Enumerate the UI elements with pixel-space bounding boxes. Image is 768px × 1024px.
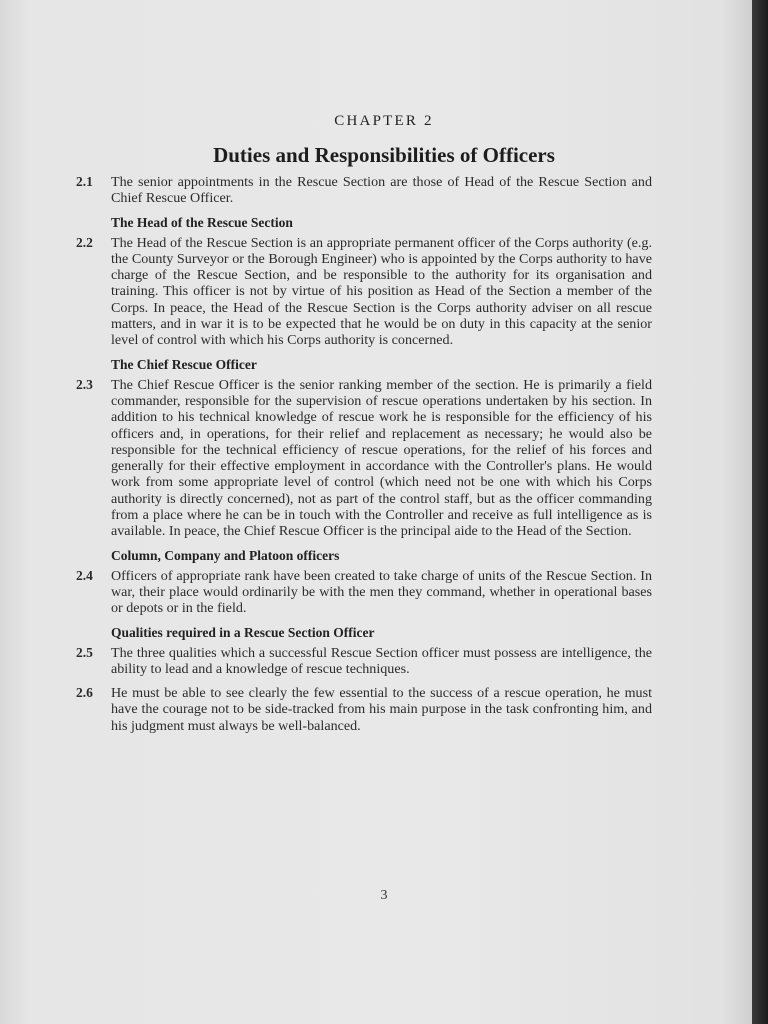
paragraph-number: 2.3 <box>76 376 93 392</box>
paragraph-number: 2.4 <box>76 567 93 583</box>
paragraph-text: The Head of the Rescue Section is an appropriate permanent officer of the Corps authority (e.g. the County Surveyor or the Borough Engineer) who is appointed by the Corps authority to have charge of the Rescue Section, and be responsible to the authority for its organisation and training. This officer is not by virtue of his position as Head of the Section a member of the Corps. In peace, the Head of the Rescue Section is the Corps authority adviser on all rescue matters, and in war it is to be expected that he would be on duty in this capacity at the senior level of control with which his Corps authority is concerned. <box>111 234 652 349</box>
paragraph-number: 2.1 <box>76 174 93 189</box>
paragraph-2-2 <box>76 235 652 349</box>
paragraph-text: The senior appointments in the Rescue Section are those of Head of the Rescue Section and Chief Rescue Officer. <box>111 174 652 207</box>
paragraph-text: The three qualities which a successful Rescue Section officer must possess are intelligence, the ability to lead and a knowledge of rescue techniques. <box>111 644 652 677</box>
paragraph-text: He must be able to see clearly the few essential to the success of a rescue operation, he must have the courage not to be side-tracked from his main purpose in the task confronting him, and his judgment must always be well-balanced. <box>111 685 652 734</box>
section-heading-head-of-rescue: The Head of the Rescue Section <box>111 214 293 230</box>
paragraph-text: The Chief Rescue Officer is the senior ranking member of the section. He is primarily a field commander, responsible for the supervision of rescue operations undertaken by his section. In addition to his technical knowledge of rescue work he is responsible for the efficiency of his officers and, in operations, for their relief and replacement as necessary; he would also be responsible for the technical efficiency of rescue operations, for the relief of his forces and generally for their effective employment in accordance with the Controller's plans. He would work from some appropriate level of control (which need not be one with which his Corps authority is directly concerned), not as part of the control staff, but as the officer commanding from a place where he can be in touch with the Controller and receive as full intelligence as is available. In peace, the Chief Rescue Officer is the principal aide to the Head of the Section. <box>111 376 652 540</box>
chapter-label: CHAPTER 2 <box>334 113 434 129</box>
page-title: Duties and Responsibilities of Officers <box>213 143 555 167</box>
paragraph-number: 2.2 <box>76 234 93 250</box>
paragraph-2-6 <box>76 685 652 734</box>
paragraph-2-5 <box>76 645 652 678</box>
paragraph-2-1 <box>76 174 652 207</box>
section-heading-qualities: Qualities required in a Rescue Section Officer <box>111 624 375 640</box>
section-heading-column-company-platoon: Column, Company and Platoon officers <box>111 547 340 563</box>
paragraph-text: Officers of appropriate rank have been created to take charge of units of the Rescue Section. In war, their place would ordinarily be with the men they command, whether in operational bases or depots or in the field. <box>111 567 652 617</box>
paragraph-2-3 <box>76 377 652 540</box>
document-body <box>76 174 652 742</box>
page-number: 3 <box>380 888 388 903</box>
page-edge-shadow <box>752 0 768 1024</box>
paragraph-2-4 <box>76 568 652 617</box>
paragraph-number: 2.6 <box>76 685 93 701</box>
section-heading-chief-rescue-officer: The Chief Rescue Officer <box>111 356 257 372</box>
paragraph-number: 2.5 <box>76 644 93 660</box>
